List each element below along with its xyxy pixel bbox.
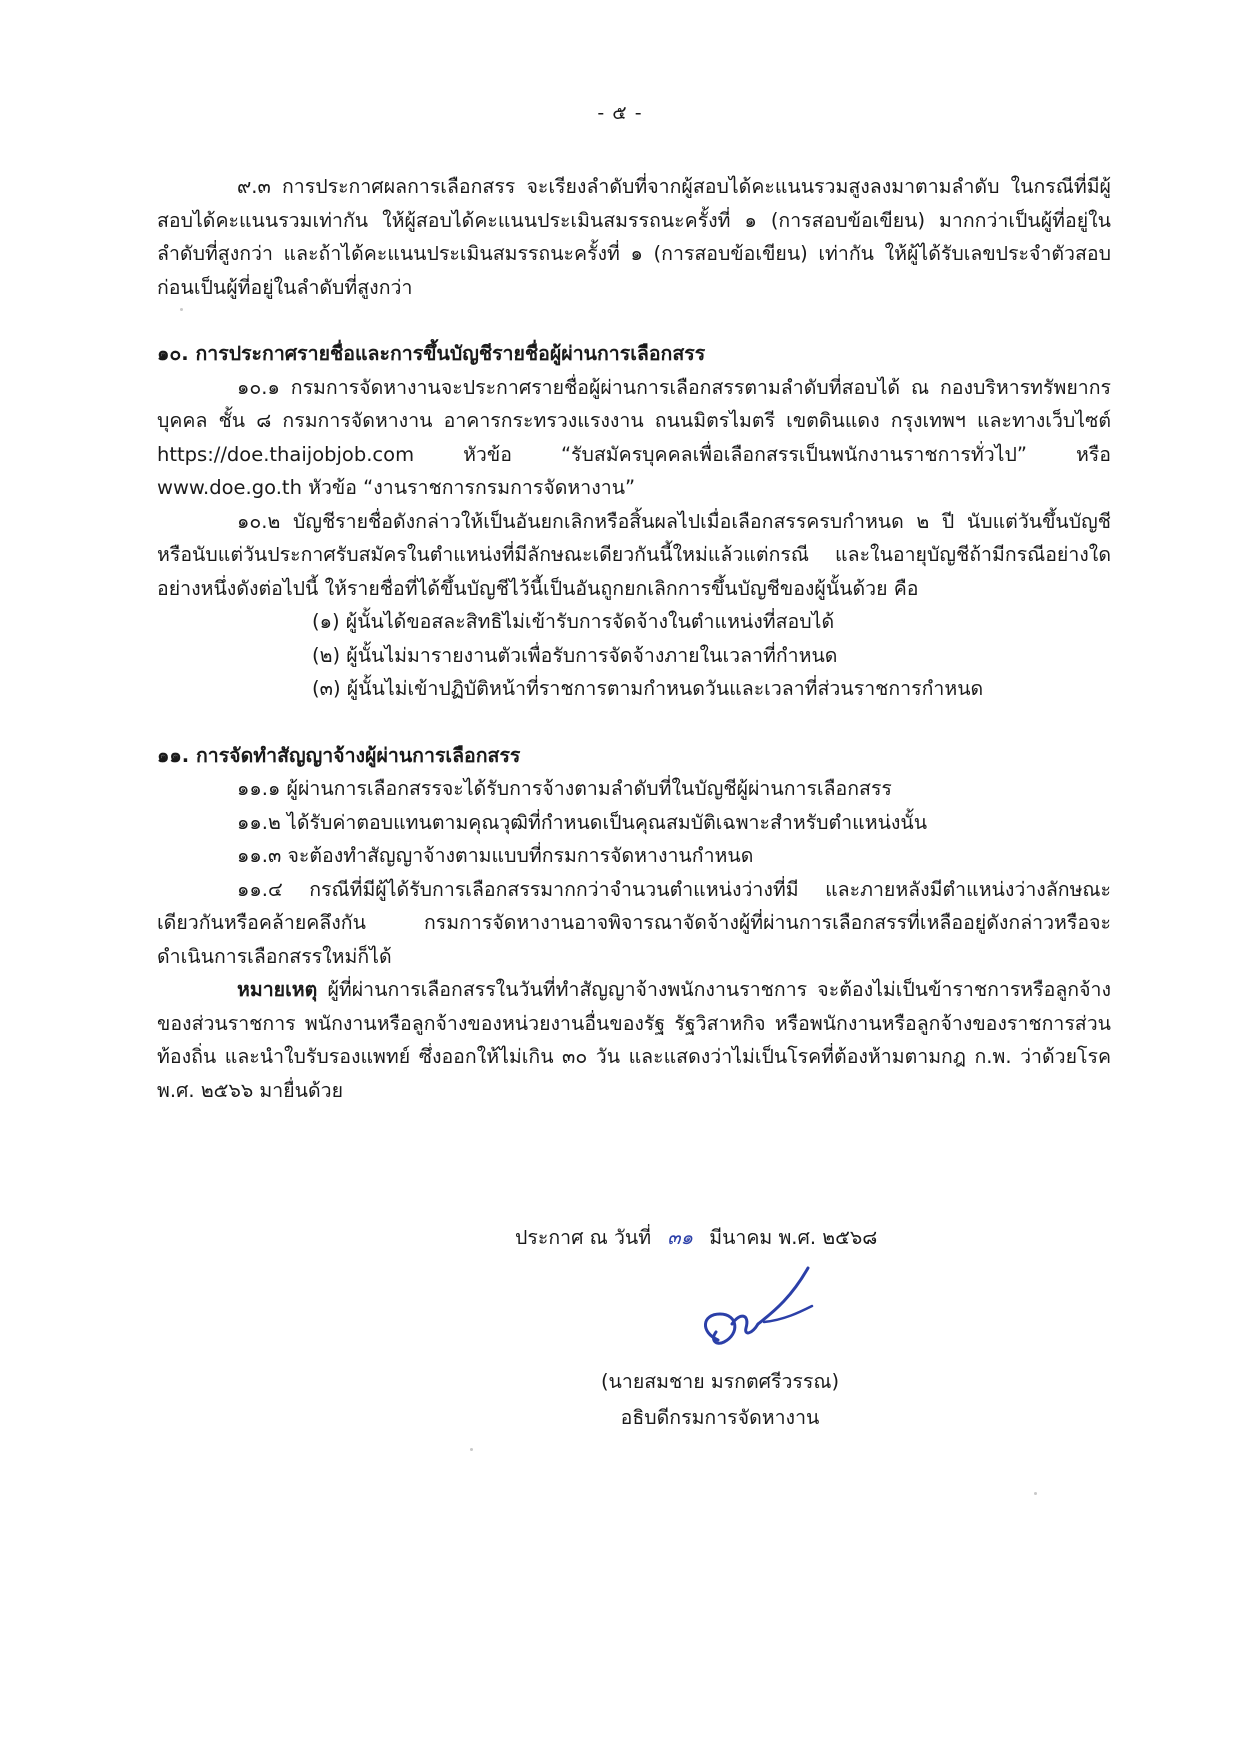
scan-speck (1034, 1492, 1037, 1495)
section-10-1-paragraph: ๑๐.๑ กรมการจัดหางานจะประกาศรายชื่อผู้ผ่านการเลือกสรรตามลำดับที่สอบได้ ณ กองบริหารทรัพยากรบุคคล ชั้น ๘ กรมการจัดหางาน อาคารกระทรวงแรงงาน ถนนมิตรไมตรี เขตดินแดง กรุงเทพฯ และทางเว็บไซต์ https://doe.thaijobjob.com หัวข้อ “รับสมัครบุคคลเพื่อเลือกสรรเป็นพนักงานราชการทั่วไป” หรือ www.doe.go.th หัวข้อ “งานราชการกรมการจัดหางาน” (157, 375, 1111, 499)
section-11-3-paragraph: ๑๑.๓ จะต้องทำสัญญาจ้างตามแบบที่กรมการจัดหางานกำหนด (237, 844, 754, 867)
section-10-list-item-1: (๑) ผู้นั้นได้ขอสละสิทธิไม่เข้ารับการจัดจ้างในตำแหน่งที่สอบได้ (312, 610, 835, 633)
signer-name: (นายสมชาย มรกตศรีวรรณ) (600, 1370, 840, 1393)
announcement-date (515, 1222, 877, 1253)
section-9-3-paragraph: ๙.๓ การประกาศผลการเลือกสรร จะเรียงลำดับที่จากผู้สอบได้คะแนนรวมสูงลงมาตามลำดับ ในกรณีที่มีผู้สอบได้คะแนนรวมเท่ากัน ให้ผู้สอบได้คะแนนประเมินสมรรถนะครั้งที่ ๑ (การสอบข้อเขียน) มากกว่าเป็นผู้ที่อยู่ในลำดับที่สูงกว่า และถ้าได้คะแนนประเมินสมรรถนะครั้งที่ ๑ (การสอบข้อเขียน) เท่ากัน ให้ผู้ได้รับเลขประจำตัวสอบก่อนเป็นผู้ที่อยู่ในลำดับที่สูงกว่า (157, 175, 1111, 299)
spacer (157, 706, 1111, 739)
date-prefix: ประกาศ ณ วันที่ (515, 1226, 652, 1249)
handwritten-day: ๓๑ (667, 1226, 694, 1249)
signer-block (560, 1364, 880, 1436)
section-10-list-item-3: (๓) ผู้นั้นไม่เข้าปฏิบัติหน้าที่ราชการตามกำหนดวันและเวลาที่ส่วนราชการกำหนด (312, 677, 984, 700)
note-paragraph (157, 973, 1111, 1107)
signer-title: อธิบดีกรมการจัดหางาน (620, 1406, 820, 1429)
spacer (157, 304, 1111, 337)
page-number: - ๕ - (597, 102, 643, 124)
scan-speck (180, 308, 183, 311)
section-10-list-item-2: (๒) ผู้นั้นไม่มารายงานตัวเพื่อรับการจัดจ้างภายในเวลาที่กำหนด (312, 643, 838, 667)
section-11-2-paragraph: ๑๑.๒ ได้รับค่าตอบแทนตามคุณวุฒิที่กำหนดเป็นคุณสมบัติเฉพาะสำหรับตำแหน่งนั้น (237, 810, 928, 834)
date-suffix: มีนาคม พ.ศ. ๒๕๖๘ (709, 1226, 878, 1249)
section-11-4-paragraph: ๑๑.๔ กรณีที่มีผู้ได้รับการเลือกสรรมากกว่าจำนวนตำแหน่งว่างที่มี และภายหลังมีตำแหน่งว่างลักษณะเดียวกันหรือคล้ายคลึงกัน กรมการจัดหางานอาจพิจารณาจัดจ้างผู้ที่ผ่านการเลือกสรรที่เหลืออยู่ดังกล่าวหรือจะดำเนินการเลือกสรรใหม่ก็ได้ (157, 877, 1111, 968)
note-text: ผู้ที่ผ่านการเลือกสรรในวันที่ทำสัญญาจ้างพนักงานราชการ จะต้องไม่เป็นข้าราชการหรือลูกจ้างของส่วนราชการ พนักงานหรือลูกจ้างของหน่วยงานอื่นของรัฐ รัฐวิสาหกิจ หรือพนักงานหรือลูกจ้างของราชการส่วนท้องถิ่น และนำใบรับรองแพทย์ ซึ่งออกให้ไม่เกิน ๓๐ วัน และแสดงว่าไม่เป็นโรคที่ต้องห้ามตามกฎ ก.พ. ว่าด้วยโรค พ.ศ. ๒๕๖๖ มายื่นด้วย (157, 978, 1111, 1102)
section-11-1-paragraph: ๑๑.๑ ผู้ผ่านการเลือกสรรจะได้รับการจ้างตามลำดับที่ในบัญชีผู้ผ่านการเลือกสรร (237, 777, 892, 800)
handwritten-signature (680, 1262, 830, 1372)
scan-speck (470, 1448, 473, 1451)
document-body (157, 170, 1111, 1107)
section-10-heading: ๑๐. การประกาศรายชื่อและการขึ้นบัญชีรายชื่อผู้ผ่านการเลือกสรร (157, 342, 706, 365)
section-10-2-paragraph: ๑๐.๒ บัญชีรายชื่อดังกล่าวให้เป็นอันยกเลิกหรือสิ้นผลไปเมื่อเลือกสรรครบกำหนด ๒ ปี นับแต่วันขึ้นบัญชี หรือนับแต่วันประกาศรับสมัครในตำแหน่งที่มีลักษณะเดียวกันนี้ใหม่แล้วแต่กรณี และในอายุบัญชีถ้ามีกรณีอย่างใดอย่างหนึ่งดังต่อไปนี้ ให้รายชื่อที่ได้ขึ้นบัญชีไว้นี้เป็นอันถูกยกเลิกการขึ้นบัญชีของผู้นั้นด้วย คือ (157, 509, 1111, 600)
section-11-heading: ๑๑. การจัดทำสัญญาจ้างผู้ผ่านการเลือกสรร (157, 743, 521, 767)
note-label: หมายเหตุ (237, 978, 318, 1001)
